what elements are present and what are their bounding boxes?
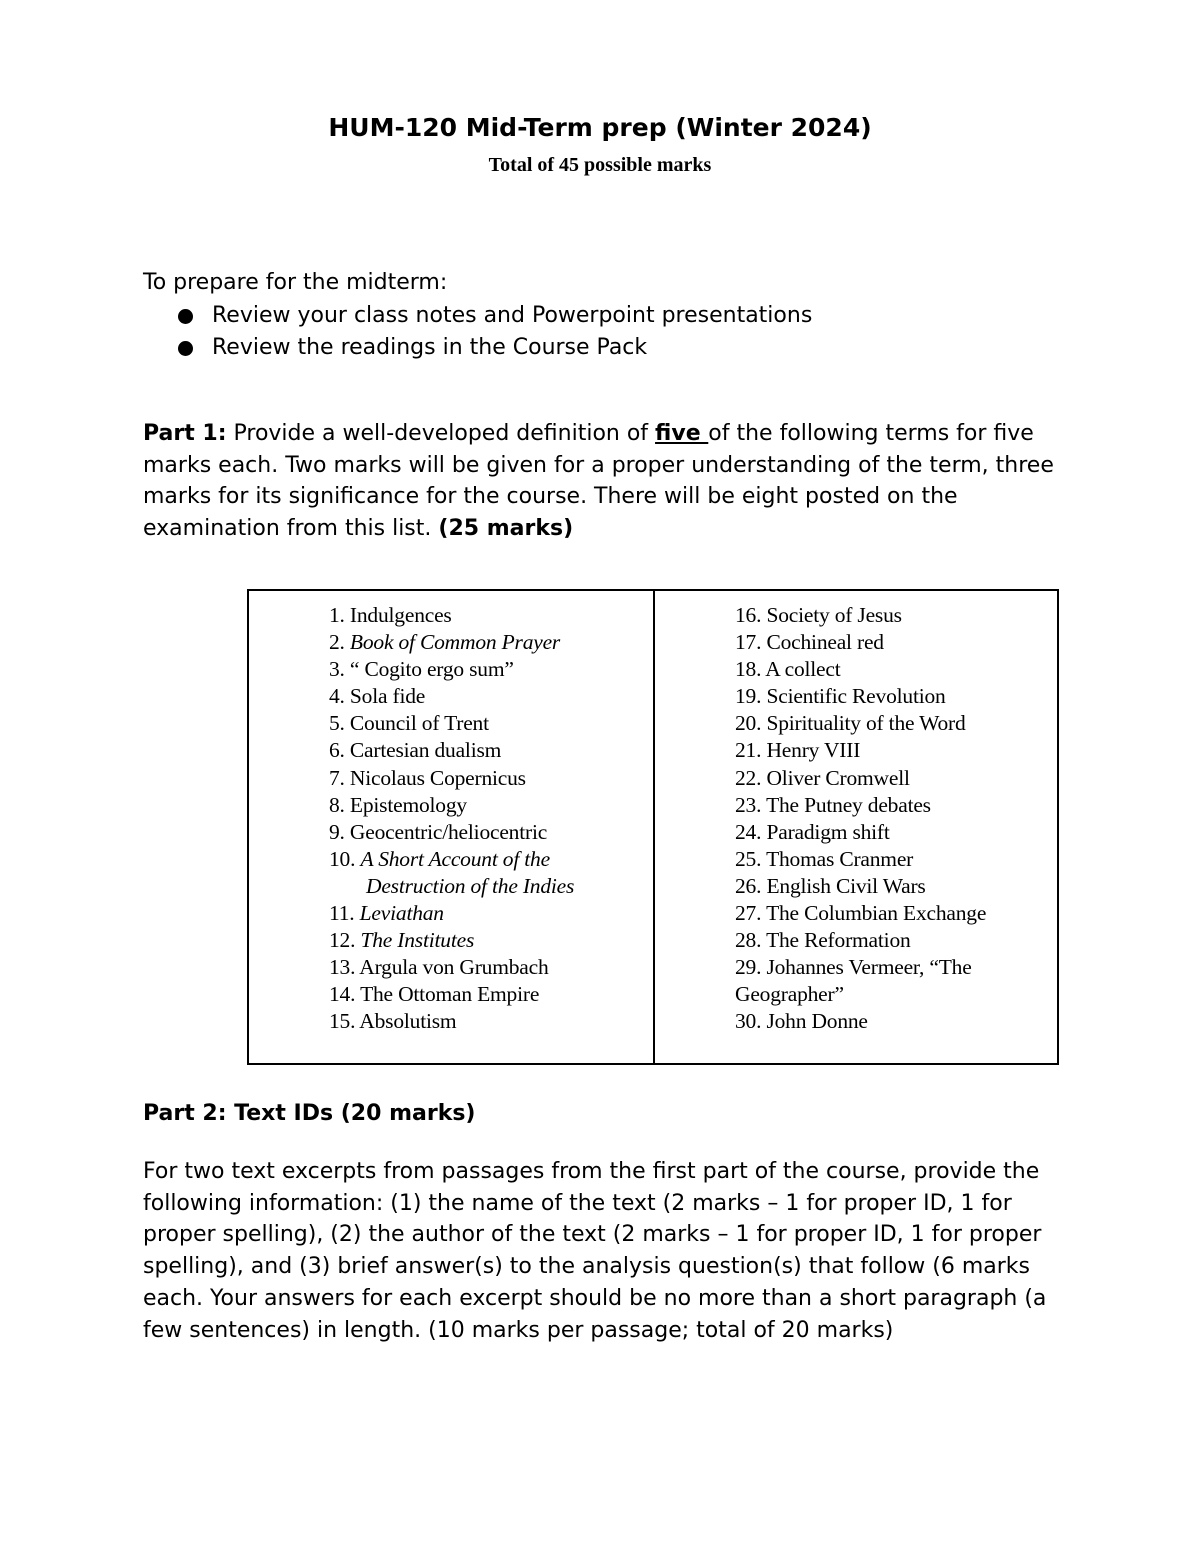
- term-text: Henry VIII: [766, 738, 861, 763]
- list-item: [143, 300, 812, 332]
- term-text: English Civil Wars: [766, 873, 926, 898]
- term-number: 3.: [329, 657, 345, 682]
- term-number: 16.: [735, 603, 762, 627]
- term-text: Society of Jesus: [766, 603, 902, 627]
- term-number: 1.: [329, 603, 345, 627]
- term-text: Nicolaus Copernicus: [349, 765, 526, 790]
- term-item: [735, 846, 1055, 873]
- term-number: 17.: [735, 630, 762, 655]
- term-item: [329, 765, 653, 792]
- term-number: 2.: [329, 630, 345, 655]
- term-number: 25.: [735, 846, 762, 871]
- term-number: 24.: [735, 819, 762, 844]
- term-text: Scientific Revolution: [766, 684, 946, 709]
- part1-instructions: [143, 418, 1063, 544]
- term-text: A collect: [765, 657, 841, 682]
- prep-list: [143, 300, 812, 364]
- term-item: [329, 656, 653, 683]
- term-text: Oliver Cromwell: [766, 765, 910, 790]
- term-item: [329, 927, 653, 954]
- term-item: [329, 819, 653, 846]
- term-item: [735, 710, 1055, 737]
- terms-table: [247, 589, 1059, 1065]
- prep-item-notes: Review your class notes and Powerpoint presentations: [212, 303, 813, 328]
- term-item: [735, 737, 1055, 764]
- part1-text-after: of the following terms for five marks each. Two marks will be given for a proper understanding of the term, three marks for its significance for the course. There will be eight posted on the examination from this list.: [143, 421, 1054, 541]
- term-item: [735, 927, 1055, 954]
- term-item: [329, 954, 653, 981]
- term-item: [735, 656, 1055, 683]
- term-item: [329, 846, 653, 900]
- term-text: “ Cogito ergo sum”: [349, 657, 514, 682]
- term-number: 5.: [329, 711, 345, 736]
- term-number: 8.: [329, 792, 345, 817]
- term-text: Absolutism: [359, 1009, 457, 1034]
- term-number: 11.: [329, 901, 355, 926]
- term-text: Book of Common Prayer: [349, 630, 561, 655]
- term-item: [735, 954, 1055, 1008]
- term-item: [329, 1008, 653, 1035]
- part2-heading: Part 2: Text IDs (20 marks): [143, 1101, 476, 1126]
- prep-item-readings: Review the readings in the Course Pack: [212, 335, 648, 360]
- term-text: Indulgences: [349, 603, 452, 627]
- term-text: The Putney debates: [766, 792, 931, 817]
- term-text: Leviathan: [359, 901, 444, 926]
- term-text: The Columbian Exchange: [766, 901, 987, 926]
- term-number: 20.: [735, 711, 762, 736]
- part1-emphasis: five: [655, 421, 709, 446]
- term-item: [329, 710, 653, 737]
- term-item: [329, 683, 653, 710]
- term-number: 15.: [329, 1009, 356, 1034]
- page-title: HUM-120 Mid-Term prep (Winter 2024): [328, 113, 872, 142]
- term-number: 28.: [735, 928, 762, 953]
- term-number: 30.: [735, 1009, 762, 1034]
- term-number: 29.: [735, 955, 762, 980]
- part1-label: Part 1:: [143, 421, 227, 446]
- term-number: 7.: [329, 765, 345, 790]
- page-subtitle: Total of 45 possible marks: [488, 154, 712, 176]
- term-number: 4.: [329, 684, 345, 709]
- term-item: [735, 1008, 1055, 1035]
- term-text: Paradigm shift: [766, 819, 890, 844]
- term-number: 19.: [735, 684, 762, 709]
- term-text: Argula von Grumbach: [359, 955, 549, 980]
- part1-marks: (25 marks): [438, 515, 574, 541]
- term-text: The Reformation: [766, 928, 911, 953]
- term-number: 27.: [735, 901, 762, 926]
- term-number: 23.: [735, 792, 762, 817]
- term-text: The Institutes: [360, 928, 475, 953]
- term-number: 12.: [329, 928, 356, 953]
- list-item: [143, 332, 812, 364]
- term-item: [735, 602, 1055, 629]
- term-item: [735, 765, 1055, 792]
- term-number: 13.: [329, 955, 356, 980]
- term-item: [329, 900, 653, 927]
- term-number: 18.: [735, 657, 762, 682]
- term-number: 9.: [329, 819, 345, 844]
- term-item: [329, 792, 653, 819]
- term-item: [329, 629, 653, 656]
- term-item: [735, 819, 1055, 846]
- term-text: Thomas Cranmer: [766, 846, 914, 871]
- term-text: Epistemology: [349, 792, 467, 817]
- prep-intro: To prepare for the midterm:: [143, 270, 448, 295]
- term-item: [329, 981, 653, 1008]
- term-text: The Ottoman Empire: [360, 982, 540, 1007]
- term-text: Spirituality of the Word: [766, 711, 966, 736]
- term-number: 14.: [329, 982, 356, 1007]
- term-item: [735, 792, 1055, 819]
- term-text: Cartesian dualism: [349, 738, 502, 763]
- term-text: Johannes Vermeer, “The Geographer”: [735, 955, 972, 1007]
- term-number: 22.: [735, 765, 762, 790]
- terms-column-right: [655, 591, 1057, 1063]
- terms-column-left: [249, 591, 655, 1063]
- terms-list-left: [329, 602, 653, 1036]
- term-item: [735, 900, 1055, 927]
- bullet-icon: [178, 341, 193, 356]
- term-item: [329, 602, 653, 629]
- term-number: 10.: [329, 846, 356, 871]
- term-text: Sola fide: [349, 684, 426, 709]
- term-text: Cochineal red: [766, 630, 884, 655]
- part1-text-before: Provide a well-developed definition of: [226, 421, 656, 446]
- term-text: A Short Account of the Destruction of the Indies: [360, 846, 575, 898]
- term-number: 6.: [329, 738, 345, 763]
- part2-instructions: For two text excerpts from passages from the first part of the course, provide the following information: (1) the name of the text (2 marks – 1 for proper ID, 1 for proper spelling), (2) the author of the text (2 marks – 1 for proper ID, 1 for proper spelling), and (3) brief answer(s) to the analysis question(s) that follow (6 marks each. Your answers for each excerpt should be no more than a short paragraph (a few sentences) in length. (10 marks per passage; total of 20 marks): [143, 1159, 1047, 1343]
- term-item: [329, 737, 653, 764]
- bullet-icon: [178, 309, 193, 324]
- term-number: 26.: [735, 873, 762, 898]
- term-number: 21.: [735, 738, 762, 763]
- term-text: John Donne: [766, 1009, 868, 1034]
- term-item: [735, 629, 1055, 656]
- term-text: Geocentric/heliocentric: [349, 819, 548, 844]
- term-item: [735, 683, 1055, 710]
- term-item: [735, 873, 1055, 900]
- terms-list-right: [735, 602, 1055, 1036]
- term-text: Council of Trent: [349, 711, 489, 736]
